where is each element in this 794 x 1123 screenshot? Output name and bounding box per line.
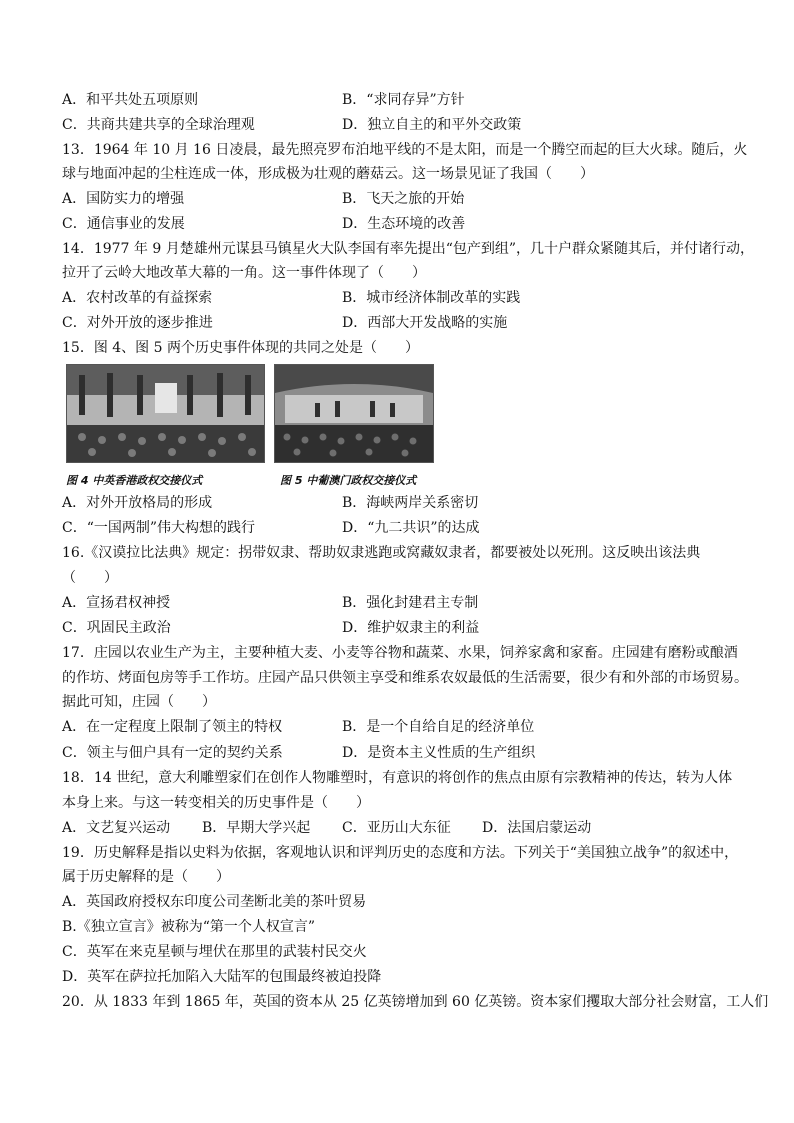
q16-option-b: B．强化封建君主专制	[342, 595, 479, 611]
q12-option-c: C．共商共建共享的全球治理观	[62, 117, 255, 133]
q14-option-a: A．农村改革的有益探索	[62, 290, 213, 306]
q17-stem-line3: 据此可知，庄园（ ）	[62, 694, 216, 710]
q13-option-b: B．飞天之旅的开始	[342, 191, 465, 207]
q17-option-d: D．是资本主义性质的生产组织	[342, 745, 536, 761]
q14-option-b: B．城市经济体制改革的实践	[342, 290, 521, 306]
q16-stem-line1: 16.《汉谟拉比法典》规定：拐带奴隶、帮助奴隶逃跑或窝藏奴隶者，都要被处以死刑。这反映出该法典	[62, 545, 701, 561]
q15-option-d: D．“九二共识”的达成	[342, 520, 480, 536]
q13-option-c: C．通信事业的发展	[62, 216, 185, 232]
q16-option-a: A．宣扬君权神授	[62, 595, 171, 611]
q18-stem-line2: 本身上来。与这一转变相关的历史事件是（ ）	[62, 795, 370, 811]
q16-stem-line2: （ ）	[62, 570, 118, 586]
q19-option-d: D．英军在萨拉托加陷入大陆军的包围最终被迫投降	[62, 969, 382, 985]
q12-option-a: A．和平共处五项原则	[62, 92, 199, 108]
q15-option-b: B．海峡两岸关系密切	[342, 495, 479, 511]
q18-option-d: D．法国启蒙运动	[482, 820, 592, 836]
q13-stem-line1: 13．1964 年 10 月 16 日凌晨，最先照亮罗布泊地平线的不是太阳，而是一个腾空而起的巨大火球。随后，火	[62, 142, 748, 158]
figure-4-photo	[66, 364, 265, 463]
q18-option-a: A．文艺复兴运动	[62, 820, 171, 836]
q15-option-a: A．对外开放格局的形成	[62, 495, 213, 511]
q19-option-b: B.《独立宣言》被称为“第一个人权宣言”	[62, 919, 316, 935]
q14-option-d: D．西部大开发战略的实施	[342, 315, 508, 331]
q19-stem-line1: 19．历史解释是指以史料为依据，客观地认识和评判历史的态度和方法。下列关于“美国独立战争”的叙述中，	[62, 845, 739, 861]
q16-option-d: D．维护奴隶主的利益	[342, 620, 480, 636]
q19-option-c: C．英军在来克星顿与埋伏在那里的武装村民交火	[62, 944, 367, 960]
q14-stem-line2: 拉开了云岭大地改革大幕的一角。这一事件体现了（ ）	[62, 265, 426, 281]
q13-stem-line2: 球与地面冲起的尘柱连成一体，形成极为壮观的蘑菇云。这一场景见证了我国（ ）	[62, 166, 594, 182]
q14-option-c: C．对外开放的逐步推进	[62, 315, 213, 331]
q19-stem-line2: 属于历史解释的是（ ）	[62, 869, 230, 885]
q12-option-b: B．“求同存异”方针	[342, 92, 465, 108]
q14-stem-line1: 14．1977 年 9 月楚雄州元谋县马镇星火大队李国有率先提出“包产到组”，几十户群众紧随其后，并付诸行动，	[62, 241, 755, 257]
q17-option-b: B．是一个自给自足的经济单位	[342, 719, 535, 735]
figure-5-caption: 图 5 中葡澳门政权交接仪式	[280, 474, 417, 487]
q15-stem: 15．图 4、图 5 两个历史事件体现的共同之处是（ ）	[62, 340, 419, 356]
figure-4-caption: 图 4 中英香港政权交接仪式	[66, 474, 203, 487]
q17-stem-line2: 的作坊、烤面包房等手工作坊。庄园产品只供领主享受和维系农奴最低的生活需要，很少有和外部的市场贸易。	[62, 670, 748, 686]
q18-option-b: B．早期大学兴起	[202, 820, 311, 836]
q13-option-a: A．国防实力的增强	[62, 191, 185, 207]
figure-5-photo	[274, 364, 434, 463]
q12-option-d: D．独立自主的和平外交政策	[342, 117, 522, 133]
q17-option-c: C．领主与佃户具有一定的契约关系	[62, 745, 283, 761]
q20-stem-line1: 20．从 1833 年到 1865 年，英国的资本从 25 亿英镑增加到 60 亿英镑。资本家们攫取大部分社会财富，工人们	[62, 994, 769, 1010]
q17-option-a: A．在一定程度上限制了领主的特权	[62, 719, 283, 735]
q16-option-c: C．巩固民主政治	[62, 620, 171, 636]
q17-stem-line1: 17．庄园以农业生产为主，主要种植大麦、小麦等谷物和蔬菜、水果，饲养家禽和家畜。庄园建有磨粉或酿酒	[62, 645, 738, 661]
q19-option-a: A．英国政府授权东印度公司垄断北美的茶叶贸易	[62, 894, 367, 910]
q18-stem-line1: 18．14 世纪，意大利雕塑家们在创作人物雕塑时，有意识的将创作的焦点由原有宗教精神的传达，转为人体	[62, 770, 733, 786]
q15-option-c: C．“一国两制”伟大构想的践行	[62, 520, 256, 536]
q13-option-d: D．生态环境的改善	[342, 216, 466, 232]
q18-option-c: C．亚历山大东征	[342, 820, 451, 836]
